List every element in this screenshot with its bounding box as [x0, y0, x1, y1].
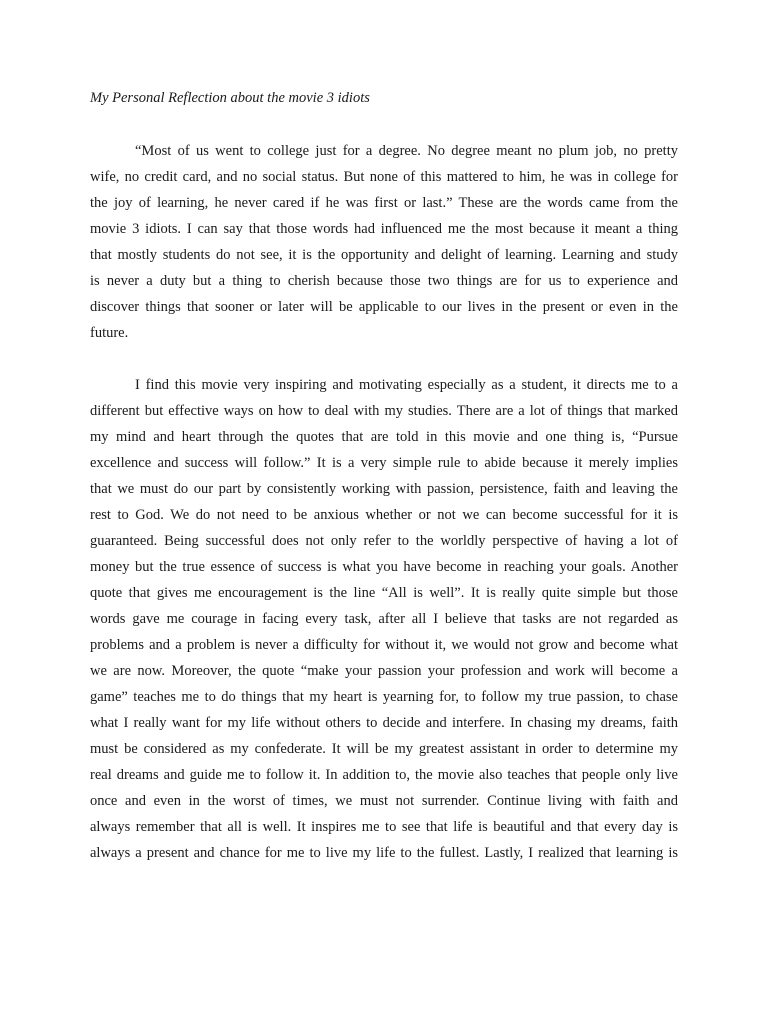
paragraph-2-line: words gave me courage in facing every task, after all I believe that tasks are not regarded as [90, 611, 678, 627]
paragraph-1-line: is never a duty but a thing to cherish because those two things are for us to experience and [90, 273, 678, 289]
paragraph-2-line: real dreams and guide me to follow it. In addition to, the movie also teaches that people only live [90, 767, 678, 783]
paragraph-1-line: the joy of learning, he never cared if he was first or last.” These are the words came from the [90, 195, 678, 211]
paragraph-2-line: guaranteed. Being successful does not only refer to the worldly perspective of having a lot of [90, 533, 678, 549]
paragraph-2-line: excellence and success will follow.” It is a very simple rule to abide because it merely implies [90, 455, 678, 471]
paragraph-2-line: quote that gives me encouragement is the line “All is well”. It is really quite simple but those [90, 585, 678, 601]
paragraph-2-line: money but the true essence of success is what you have become in reaching your goals. Another [90, 559, 678, 575]
paragraph-2-line: rest to God. We do not need to be anxious whether or not we can become successful for it is [90, 507, 678, 523]
paragraph-2-line: always a present and chance for me to live my life to the fullest. Lastly, I realized that learning is [90, 845, 678, 861]
paragraph-2-line: we are now. Moreover, the quote “make your passion your profession and work will become a [90, 663, 678, 679]
paragraph-2-line: always remember that all is well. It inspires me to see that life is beautiful and that every day is [90, 819, 678, 835]
paragraph-2-line: that we must do our part by consistently working with passion, persistence, faith and leaving the [90, 481, 678, 497]
paragraph-2-line: once and even in the worst of times, we must not surrender. Continue living with faith and [90, 793, 678, 809]
paragraph-1-line: movie 3 idiots. I can say that those words had influenced me the most because it meant a thing [90, 221, 678, 237]
paragraph-2-line: different but effective ways on how to deal with my studies. There are a lot of things that marked [90, 403, 678, 419]
paragraph-1-line: that mostly students do not see, it is the opportunity and delight of learning. Learning and study [90, 247, 678, 263]
paragraph-1-line: future. [90, 325, 129, 341]
paragraph-2-line: must be considered as my confederate. It will be my greatest assistant in order to determine my [90, 741, 678, 757]
paragraph-2-line: I find this movie very inspiring and motivating especially as a student, it directs me to a [135, 377, 678, 393]
paragraph-1-line: discover things that sooner or later will be applicable to our lives in the present or even in the [90, 299, 678, 315]
paragraph-2-line: what I really want for my life without others to decide and interfere. In chasing my dreams, faith [90, 715, 678, 731]
paragraph-1-line: wife, no credit card, and no social status. But none of this mattered to him, he was in college for [90, 169, 678, 185]
paragraph-1-line: “Most of us went to college just for a degree. No degree meant no plum job, no pretty [135, 143, 678, 159]
paragraph-2-line: game” teaches me to do things that my heart is yearning for, to follow my true passion, to chase [90, 689, 678, 705]
paragraph-2-line: my mind and heart through the quotes that are told in this movie and one thing is, “Pursue [90, 429, 678, 445]
document-title: My Personal Reflection about the movie 3 idiots [90, 90, 370, 106]
paragraph-2-line: problems and a problem is never a difficulty for without it, we would not grow and become what [90, 637, 678, 653]
